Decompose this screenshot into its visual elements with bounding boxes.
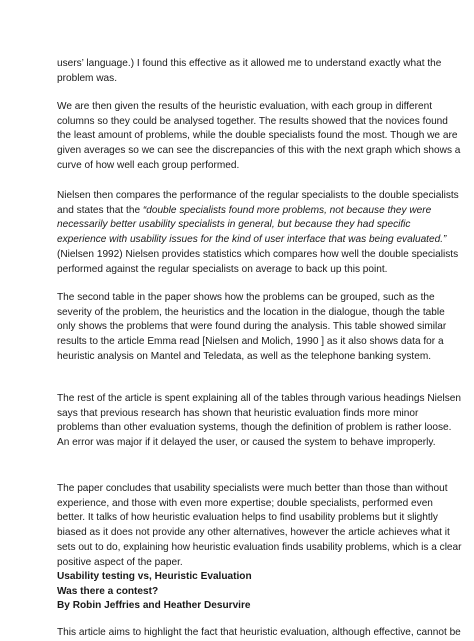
paragraph-conclusion: The paper concludes that usability specialists were much better than those than without experience, and those with even more expertise; double specialists, performed even better. It talks of how heuristic evaluation helps to find usability problems but it slightly biased as it does not provide any other alternatives, however the article achieves what it sets out to do, explaining how heuristic evaluation finds usability problems, which is a clear positive aspect of the paper.: [57, 483, 462, 568]
paragraph-heuristic-results: We are then given the results of the heuristic evaluation, with each group in different columns so they could be analysed together. The results showed that the novices found the least amount of problems, while the double specialists found the most. Though we are given averages so we can see the discrepancies of this with the next graph which shows a curve of how well each group performed.: [57, 101, 461, 171]
article-title: Usability testing vs, Heuristic Evaluation: [57, 571, 252, 582]
article-authors: By Robin Jeffries and Heather Desurvire: [57, 600, 251, 612]
paragraph-specialist-comparison: [57, 189, 462, 277]
paragraph-second-table: The second table in the paper shows how the problems can be grouped, such as the severity of the problem, the heuristics and the location in the dialogue, though the table only shows the problems that were found during the analysis. This table showed similar results to the article Emma read [Nielsen and Molich, 1990 ] as it also shows data for a heuristic analysis on Mantel and Teledata, as well as the telephone banking system.: [57, 292, 447, 362]
paragraph-article-aim: This article aims to highlight the fact that heuristic evaluation, although effective, cannot be: [57, 627, 461, 638]
article-subtitle: Was there a contest?: [57, 585, 159, 597]
nielsen-quote: “double specialists found more problems, not because they were necessarily better usability specialists in general, but because they had specific experience with usability issues for the kind of user interface that was being evaluated.”: [57, 204, 447, 246]
paragraph-problem-understanding: users’ language.) I found this effective as it allowed me to understand exactly what the problem was.: [57, 58, 442, 84]
paragraph-tables-explained: The rest of the article is spent explaining all of the tables through various headings Nielsen says that previous research has shown that heuristic evaluation finds more minor problems than other evaluation systems, though the definition of problem is rather loose. An error was major if it delayed the user, or caused the system to behave improperly.: [57, 393, 461, 449]
paragraph-text: (Nielsen 1992) Nielsen provides statistics which compares how well the double specialists performed against the regular specialists on average to back up this point.: [57, 248, 459, 275]
paragraph-text: Nielsen then compares the performance of the regular specialists to the double specialists and states that the: [57, 190, 459, 216]
article-heading: [57, 570, 462, 614]
